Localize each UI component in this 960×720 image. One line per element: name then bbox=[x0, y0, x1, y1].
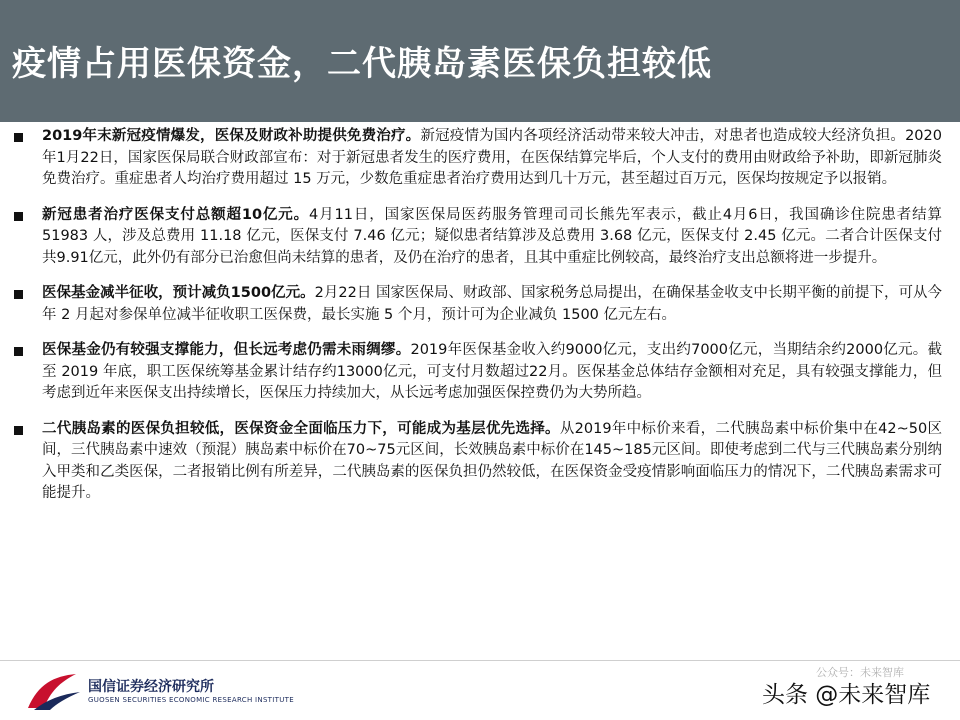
square-bullet-icon bbox=[14, 347, 23, 356]
footer-divider bbox=[0, 660, 960, 661]
bullet-lead: 医保基金仍有较强支撑能力，但长远考虑仍需未雨绸缪。 bbox=[42, 342, 411, 358]
bullet-item bbox=[12, 340, 942, 405]
source-watermark: 头条 @未来智库 bbox=[762, 682, 931, 708]
square-bullet-icon bbox=[14, 290, 23, 299]
bullet-lead: 二代胰岛素的医保负担较低，医保资金全面临压力下，可能成为基层优先选择。 bbox=[42, 420, 560, 437]
slide-header bbox=[0, 0, 960, 122]
bullet-body: 2月22日 国家医保局、财政部、国家税务总局提出，在确保基金收支中长期平衡的前提下，可从今年 2 月起对参保单位减半征收职工医保费，最长实施 5 个月，预计可为企业减负 1500 亿元左右。 bbox=[42, 285, 942, 323]
square-bullet-icon bbox=[14, 212, 23, 221]
bullet-item bbox=[12, 419, 942, 505]
faint-watermark: 公众号：未来智库 bbox=[816, 666, 904, 679]
bullet-body: 从2019年中标价来看，二代胰岛素中标价集中在42~50区间，三代胰岛素中速效（预混）胰岛素中标价在70~75元区间，长效胰岛素中标价在145~185元区间。即使考虑到二代与三代胰岛素分别纳入甲类和乙类医保，二者报销比例有所差异，二代胰岛素的医保负担仍然较低，在医保资金受疫情影响面临压力的情况下，二代胰岛素需求可能提升。 bbox=[42, 420, 942, 501]
bullet-item bbox=[12, 205, 942, 270]
bullet-lead: 新冠患者治疗医保支付总额超10亿元。 bbox=[42, 206, 310, 223]
guosen-logo-icon bbox=[24, 668, 84, 714]
bullet-item bbox=[12, 283, 942, 326]
slide-title: 疫情占用医保资金，二代胰岛素医保负担较低 bbox=[12, 44, 712, 84]
bullet-list bbox=[12, 126, 942, 519]
guosen-logo bbox=[24, 666, 294, 716]
logo-english-name: GUOSEN SECURITIES ECONOMIC RESEARCH INSTITUTE bbox=[88, 696, 294, 704]
bullet-lead: 医保基金减半征收，预计减负1500亿元。 bbox=[42, 285, 315, 301]
bullet-item bbox=[12, 126, 942, 191]
bullet-body: 新冠疫情为国内各项经济活动带来较大冲击，对患者也造成较大经济负担。2020年1月22日，国家医保局联合财政部宣布：对于新冠患者发生的医疗费用，在医保结算完毕后，个人支付的费用由财政给予补助，即新冠肺炎免费治疗。重症患者人均治疗费用超过 15 万元，少数危重症患者治疗费用达到几十万元，甚至超过百万元，医保均按规定予以报销。 bbox=[42, 128, 942, 187]
square-bullet-icon bbox=[14, 133, 23, 142]
bullet-body: 4月11日，国家医保局医药服务管理司司长熊先军表示，截止4月6日，我国确诊住院患者结算 51983 人，涉及总费用 11.18 亿元，医保支付 7.46 亿元；疑似患者结算涉及总费用 3.68 亿元，医保支付 2.45 亿元。二者合计医保支付共9.91亿元，此外仍有部分已治愈但尚未结算的患者，及仍在治疗的患者，且其中重症比例较高，最终治疗支出总额将进一步提升。 bbox=[42, 206, 943, 266]
logo-name: 国信证券经济研究所 bbox=[88, 679, 214, 695]
bullet-lead: 2019年末新冠疫情爆发，医保及财政补助提供免费治疗。 bbox=[42, 128, 421, 144]
bullet-body: 2019年医保基金收入约9000亿元，支出约7000亿元，当期结余约2000亿元。截至 2019 年底，职工医保统筹基金累计结存约13000亿元，可支付月数超过22月。医保基金总体结存金额相对充足，具有较强支撑能力，但考虑到近年来医保支出持续增长，医保压力持续加大，从长远考虑加强医保控费仍为大势所趋。 bbox=[42, 342, 942, 401]
square-bullet-icon bbox=[14, 426, 23, 435]
